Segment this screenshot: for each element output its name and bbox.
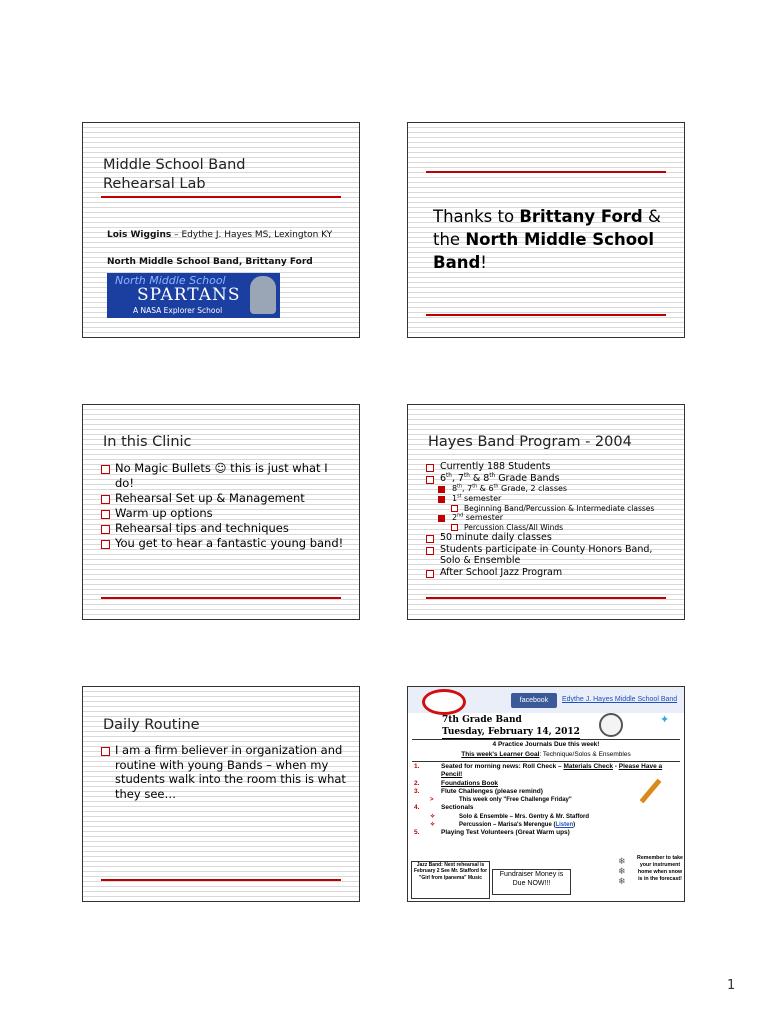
thanks-part1: Thanks to (433, 207, 520, 226)
title-underline (101, 196, 341, 198)
list-item: You get to hear a fantastic young band! (101, 536, 349, 551)
band-line: North Middle School Band, Brittany Ford (107, 257, 313, 267)
thanks-bold1: Brittany Ford (519, 207, 643, 226)
agenda-subitem: ✧ Solo & Ensemble – Mrs. Gentry & Mr. Stafford (430, 813, 590, 820)
agenda-item: 5. Playing Test Volunteers (Great Warm ups) (414, 829, 570, 837)
page-number: 1 (727, 978, 736, 993)
divider (412, 761, 680, 762)
routine-list (101, 743, 349, 801)
presenter-name: Lois Wiggins (107, 230, 172, 240)
thanks-part3: ! (480, 253, 487, 272)
slide-6-newsletter (407, 686, 685, 902)
list-item: After School Jazz Program (426, 567, 674, 579)
logo-line2: SPARTANS (137, 285, 241, 305)
agenda-subitem: > This week only "Free Challenge Friday" (430, 797, 572, 804)
slide-3 (82, 404, 360, 620)
agenda-item: 3. Flute Challenges (please remind) (414, 787, 543, 795)
journals-note: 4 Practice Journals Due this week! (492, 741, 600, 748)
thanks-bold2: North Middle School Band (433, 230, 655, 272)
slide-5 (82, 686, 360, 902)
slide-4-title: Hayes Band Program - 2004 (428, 434, 632, 450)
bottom-rule (426, 597, 666, 599)
goal-text: : Technique/Solos & Ensembles (539, 751, 631, 758)
newsletter-title (442, 714, 580, 739)
logo-line1: North Middle School (115, 274, 226, 287)
list-item: 50 minute daily classes (426, 532, 674, 544)
clinic-list (101, 461, 349, 551)
slide-5-title: Daily Routine (103, 717, 200, 733)
list-item: Currently 188 Students (426, 461, 674, 473)
slide-1-title-line2: Rehearsal Lab (103, 176, 206, 192)
slide-2 (407, 122, 685, 338)
list-item: Rehearsal tips and techniques (101, 521, 349, 536)
stopwatch-icon (599, 713, 623, 737)
list-subitem: 1st semester (426, 494, 674, 504)
learner-goal (408, 751, 684, 758)
agenda-item: 2. Foundations Book (414, 779, 499, 787)
presenter-school: – Edythe J. Hayes MS, Lexington KY (171, 230, 333, 240)
bottom-rule (101, 597, 341, 599)
slide-1-title (103, 156, 245, 194)
school-link[interactable]: Edythe J. Hayes Middle School Band (562, 696, 678, 703)
twitter-bird-icon[interactable]: ✦ (660, 714, 670, 726)
list-item: Warm up options (101, 506, 349, 521)
top-rule (426, 171, 666, 173)
slide-1-title-line1: Middle School Band (103, 157, 246, 173)
list-item: Rehearsal Set up & Management (101, 491, 349, 506)
thanks-part2: & the (433, 207, 661, 249)
bottom-rule (426, 314, 666, 316)
fundraiser-note: Fundraiser Money is Due NOW!!! (492, 869, 571, 895)
facebook-button[interactable]: facebook (511, 693, 557, 708)
list-subsubitem: Percussion Class/All Winds (426, 523, 674, 532)
snowflake-icon: ❄ ❄ ❄ (618, 857, 626, 887)
bottom-rule (101, 879, 341, 881)
spartan-helmet-icon (250, 276, 276, 314)
list-item: I am a firm believer in organization and routine with young Bands – when my students walk into the room this is what they see… (101, 743, 349, 801)
list-item: Students participate in County Honors Band, Solo & Ensemble (426, 544, 674, 567)
listen-link[interactable]: Listen (555, 822, 574, 829)
divider (412, 739, 680, 740)
agenda-item: 4. Sectionals (414, 804, 474, 812)
program-list (426, 461, 674, 578)
list-subsubitem: Beginning Band/Percussion & Intermediate classes (426, 504, 674, 513)
thanks-text (433, 205, 673, 274)
slide-1 (82, 122, 360, 338)
agenda-subitem: ✧ Percussion – Marisa's Merengue (Listen) (430, 822, 576, 829)
presenter-line (107, 230, 332, 240)
spartans-logo (107, 273, 280, 318)
slide-3-title: In this Clinic (103, 434, 192, 450)
remember-note: Remember to take your instrument home when snow is in the forecast! (637, 855, 683, 882)
logo-line3: A NASA Explorer School (133, 306, 223, 315)
agenda-item: 1. Seated for morning news: Roll Check – Materials Check - Please Have a Pencil! (414, 763, 663, 779)
grade-label: 7th Grade Band (442, 715, 522, 725)
list-subitem: 8th, 7th & 6th Grade, 2 classes (426, 484, 674, 494)
list-item: No Magic Bullets ☺ this is just what I do! (101, 461, 349, 491)
no-sign-icon (422, 689, 466, 715)
slide-4 (407, 404, 685, 620)
date-label: Tuesday, February 14, 2012 (442, 727, 580, 737)
goal-label: This week's Learner Goal (461, 751, 540, 758)
list-item: 6th, 7th & 8th Grade Bands (426, 473, 674, 485)
jazz-band-note: Jazz Band: Next rehearsal is February 2 See Mr. Stafford for "Girl from Ipanema" Music (411, 861, 490, 899)
list-subitem: 2nd semester (426, 513, 674, 523)
